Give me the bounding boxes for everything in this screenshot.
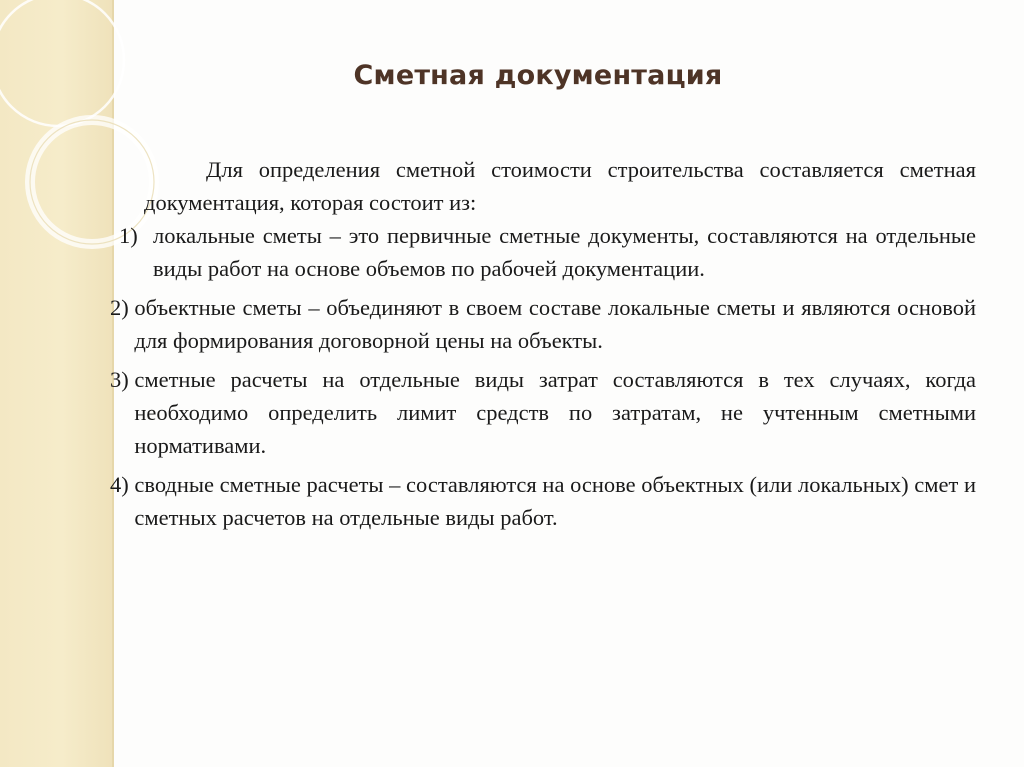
list-item-text: сводные сметные расчеты – составляются на основе объектных (или локальных) смет и сметных расчетов на отдельные виды работ.: [134, 472, 976, 530]
list-item-number: 3): [110, 367, 135, 392]
list-item-number: 2): [110, 295, 135, 320]
list-item: [110, 291, 976, 357]
list-item: [110, 363, 976, 462]
list-item: [110, 219, 976, 285]
slide-body: [110, 153, 976, 540]
decorative-side-band: [0, 0, 114, 767]
list-item-number: 4): [110, 472, 135, 497]
list-item-text: локальные сметы – это первичные сметные документы, составляются на отдельные виды работ на основе объемов по рабочей документации.: [153, 223, 976, 281]
list-item-text: сметные расчеты на отдельные виды затрат составляются в тех случаях, когда необходимо определить лимит средств по затратам, не учтенным сметными нормативами.: [134, 367, 976, 458]
list-item: [110, 468, 976, 534]
list-item-number: 1): [119, 223, 144, 248]
list-item-text: объектные сметы – объединяют в своем составе локальные сметы и являются основой для формирования договорной цены на объекты.: [134, 295, 976, 353]
slide-title: Сметная документация: [353, 60, 723, 91]
intro-paragraph: Для определения сметной стоимости строительства составляется сметная документация, которая состоит из:: [144, 157, 976, 215]
